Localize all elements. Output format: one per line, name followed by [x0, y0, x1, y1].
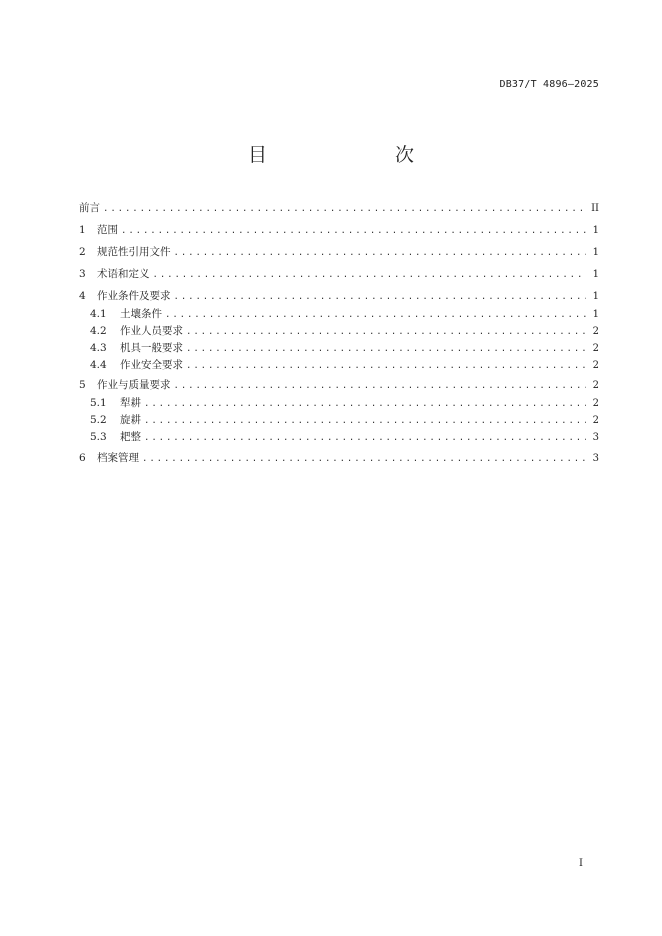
toc-entry-page: 3	[592, 453, 599, 464]
toc-entry-number: 5.3	[90, 431, 107, 443]
toc-entry[interactable]	[79, 222, 599, 237]
toc-entry-page: 2	[592, 343, 599, 354]
toc-entry[interactable]	[79, 323, 599, 338]
toc-entry-page: 1	[592, 309, 599, 320]
toc-entry-title: 旋耕	[120, 414, 141, 426]
toc-entry-page: 2	[592, 398, 599, 409]
toc-entry-title: 犁耕	[120, 397, 141, 409]
toc-entry[interactable]	[79, 244, 599, 259]
toc-entry-page: 1	[592, 225, 599, 236]
page-title: 目 次	[247, 144, 444, 166]
toc-entry[interactable]	[79, 200, 599, 215]
toc-entry-title: 土壤条件	[120, 308, 162, 320]
toc-entry-title: 术语和定义	[97, 268, 150, 280]
page-number: I	[579, 858, 583, 869]
toc-entry[interactable]	[79, 412, 599, 427]
toc-entry[interactable]	[79, 357, 599, 372]
toc-dot-leader	[165, 310, 586, 320]
toc-entry-title: 作业与质量要求	[97, 379, 171, 391]
toc-entry-page: 2	[592, 326, 599, 337]
toc-entry-title: 作业安全要求	[120, 359, 183, 371]
toc-dot-leader	[186, 344, 586, 354]
toc-entry-page: 1	[592, 269, 599, 280]
toc-entry-number: 4.2	[90, 325, 107, 337]
toc-dot-leader	[144, 399, 586, 409]
toc-entry-number: 5.2	[90, 414, 107, 426]
toc-dot-leader	[153, 270, 587, 280]
toc-dot-leader	[142, 454, 586, 464]
toc-entry-page: 1	[592, 291, 599, 302]
toc-entry-title: 档案管理	[97, 452, 139, 464]
toc-entry-number: 4.4	[90, 359, 107, 371]
toc-dot-leader	[174, 248, 587, 258]
toc-entry-page: 1	[592, 247, 599, 258]
toc-entry-title: 机具一般要求	[120, 342, 183, 354]
toc-dot-leader	[121, 226, 586, 236]
toc-entry-title: 前言	[79, 202, 100, 214]
toc-entry[interactable]	[79, 306, 599, 321]
toc-entry[interactable]	[79, 450, 599, 465]
document-code: DB37/T 4896—2025	[499, 79, 599, 90]
toc-entry-number: 4	[79, 290, 86, 302]
toc-dot-leader	[144, 416, 586, 426]
toc-entry-number: 4.3	[90, 342, 107, 354]
toc-entry-title: 作业人员要求	[120, 325, 183, 337]
toc-entry-number: 4.1	[90, 308, 107, 320]
toc-entry-number: 6	[79, 452, 86, 464]
toc-entry-title: 规范性引用文件	[97, 246, 171, 258]
toc-entry[interactable]	[79, 395, 599, 410]
toc-entry[interactable]	[79, 266, 599, 281]
toc-dot-leader	[174, 292, 587, 302]
toc-entry-title: 范围	[97, 224, 118, 236]
toc-entry-number: 3	[79, 268, 86, 280]
toc-entry-page: 3	[592, 432, 599, 443]
toc-entry[interactable]	[79, 340, 599, 355]
toc-entry-page: 2	[592, 360, 599, 371]
toc-entry-title: 耙整	[120, 431, 141, 443]
toc-entry-page: 2	[592, 380, 599, 391]
toc-entry-page: 2	[592, 415, 599, 426]
toc-dot-leader	[186, 327, 586, 337]
toc-entry-page: II	[591, 203, 599, 214]
toc-entry-title: 作业条件及要求	[97, 290, 171, 302]
toc-entry-number: 5.1	[90, 397, 107, 409]
toc-entry-number: 5	[79, 379, 86, 391]
toc-dot-leader	[144, 433, 586, 443]
toc-entry[interactable]	[79, 377, 599, 392]
toc-dot-leader	[186, 361, 586, 371]
toc-dot-leader	[174, 381, 587, 391]
toc-entry-number: 1	[79, 224, 86, 236]
toc-entry-number: 2	[79, 246, 86, 258]
toc-dot-leader	[103, 204, 586, 214]
toc-entry[interactable]	[79, 429, 599, 444]
toc-entry[interactable]	[79, 288, 599, 303]
